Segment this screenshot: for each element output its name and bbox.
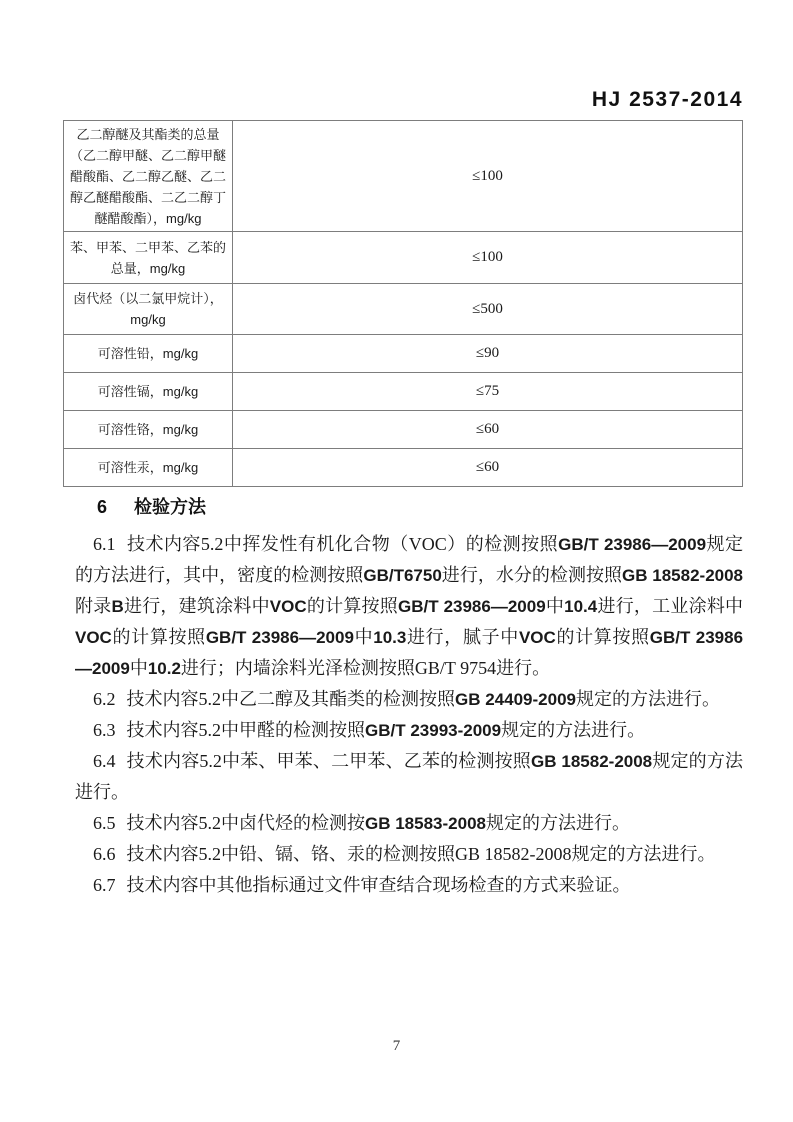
parameter-label: 苯、甲苯、二甲苯、乙苯的总量，mg/kg (64, 232, 233, 284)
clause-text: 的计算按照 (306, 596, 399, 616)
clauses-section (63, 529, 743, 901)
standard-reference: GB/T 23986—2009 (205, 628, 354, 647)
clause-text: 技术内容中其他指标通过文件审查结合现场检查的方式来验证。 (126, 875, 631, 895)
unit-text: mg/kg (162, 346, 199, 361)
clause-text: 规定的方法进行。 (501, 720, 646, 740)
clause-text: 技术内容5.2中卤代烃的检测按 (126, 813, 365, 833)
table-row (64, 449, 743, 487)
standard-reference: 10.2 (147, 659, 181, 678)
table-row (64, 232, 743, 284)
clause-text: 规定的方法进行。 (575, 689, 720, 709)
page-number: 7 (392, 1038, 401, 1054)
section-heading (63, 492, 743, 523)
parameter-label: 可溶性镉，mg/kg (64, 373, 233, 411)
standard-reference: VOC (269, 597, 307, 616)
standard-reference: GB 18582-2008 (622, 566, 744, 585)
clause-text: 的计算按照 (111, 627, 206, 647)
clause-text: 规定的方法进行。 (485, 813, 630, 833)
clause-text: 规定的方法进行，其中，密度的检测按照 (75, 534, 743, 585)
section-number: 6 (97, 497, 108, 517)
standard-reference: GB 18582-2008 (530, 752, 653, 771)
clause-number: 6.4 (93, 751, 116, 771)
unit-text: mg/kg (149, 260, 186, 276)
table-row (64, 411, 743, 449)
limit-value: ≤100 (233, 232, 743, 284)
standard-reference: GB 24409-2009 (455, 690, 576, 709)
unit-text: mg/kg (162, 460, 199, 475)
limit-value: ≤60 (233, 411, 743, 449)
limit-value: ≤90 (233, 335, 743, 373)
clause-text: 进行；内墙涂料光泽检测按照 (180, 658, 415, 678)
clause-6.1 (63, 529, 743, 684)
unit-text: mg/kg (166, 210, 202, 226)
standard-reference: GB/T 23986—2009 (75, 628, 744, 678)
clause-text: 技术内容5.2中乙二醇及其酯类的检测按照 (126, 689, 455, 709)
clause-text: 中 (129, 658, 148, 678)
table-row (64, 373, 743, 411)
document-code: HJ 2537-2014 (591, 88, 743, 111)
standard-reference: B (111, 597, 124, 616)
clause-6.2 (63, 684, 743, 715)
clause-text: 规定的方法进行。 (75, 751, 744, 802)
clause-6.6 (63, 839, 743, 870)
limits-table (63, 120, 743, 487)
clause-number: 6.2 (93, 689, 116, 709)
clause-text: 中 (545, 596, 565, 616)
unit-text: mg/kg (162, 384, 199, 399)
standard-reference: GB/T 23993-2009 (365, 721, 502, 740)
clause-6.5 (63, 808, 743, 839)
clause-6.4 (63, 746, 743, 808)
standard-reference: VOC (75, 628, 112, 647)
clause-text: 附录 (75, 596, 112, 616)
parameter-label: 卤代烃（以二氯甲烷计），mg/kg (64, 284, 233, 335)
clause-number: 6.5 (93, 813, 116, 833)
clause-text: GB/T 9754 (414, 658, 497, 678)
clause-text: 技术内容5.2中挥发性有机化合物（VOC）的检测按照 (126, 534, 559, 554)
standard-reference: 10.3 (373, 628, 407, 647)
clause-text: 技术内容5.2中铅、镉、铬、汞的检测按照GB 18582-2008规定的方法进行。 (126, 844, 716, 864)
clause-text: 技术内容5.2中苯、甲苯、二甲苯、乙苯的检测按照 (126, 751, 531, 771)
parameter-label: 可溶性铬，mg/kg (64, 411, 233, 449)
limits-table-body (64, 121, 743, 487)
standard-reference: 10.4 (564, 597, 598, 616)
clause-text: 进行，腻子中 (406, 627, 519, 647)
section-title: 检验方法 (134, 497, 207, 517)
unit-text: mg/kg (162, 422, 199, 437)
parameter-label: 可溶性汞，mg/kg (64, 449, 233, 487)
parameter-label: 可溶性铅，mg/kg (64, 335, 233, 373)
clause-text: 进行，工业涂料中 (597, 596, 744, 616)
clause-text: 进行，水分的检测按照 (441, 565, 623, 585)
clause-number: 6.1 (93, 534, 116, 554)
clause-6.7 (63, 870, 743, 901)
document-body (63, 492, 743, 901)
limit-value: ≤500 (233, 284, 743, 335)
clause-number: 6.7 (93, 875, 116, 895)
standard-reference: GB/T 23986—2009 (558, 535, 707, 554)
clause-text: 技术内容5.2中甲醛的检测按照 (126, 720, 365, 740)
standard-reference: GB/T 23986—2009 (398, 597, 546, 616)
clause-number: 6.6 (93, 844, 116, 864)
table-row (64, 284, 743, 335)
clause-number: 6.3 (93, 720, 116, 740)
standard-reference: GB/T6750 (363, 566, 442, 585)
limit-value: ≤75 (233, 373, 743, 411)
table-row (64, 335, 743, 373)
clause-text: 进行，建筑涂料中 (123, 596, 270, 616)
unit-text: mg/kg (130, 312, 166, 327)
standard-reference: GB 18583-2008 (365, 814, 486, 833)
limit-value: ≤100 (233, 121, 743, 232)
clause-6.3 (63, 715, 743, 746)
table-row (64, 121, 743, 232)
limit-value: ≤60 (233, 449, 743, 487)
clause-text: 的计算按照 (555, 627, 650, 647)
standard-reference: VOC (518, 628, 556, 647)
clause-text: 进行。 (496, 658, 551, 678)
parameter-label: 乙二醇醚及其酯类的总量（乙二醇甲醚、乙二醇甲醚醋酸酯、乙二醇乙醚、乙二醇乙醚醋酸酯、二乙二醇丁醚醋酸酯），mg/kg (64, 121, 233, 232)
clause-text: 中 (353, 627, 374, 647)
